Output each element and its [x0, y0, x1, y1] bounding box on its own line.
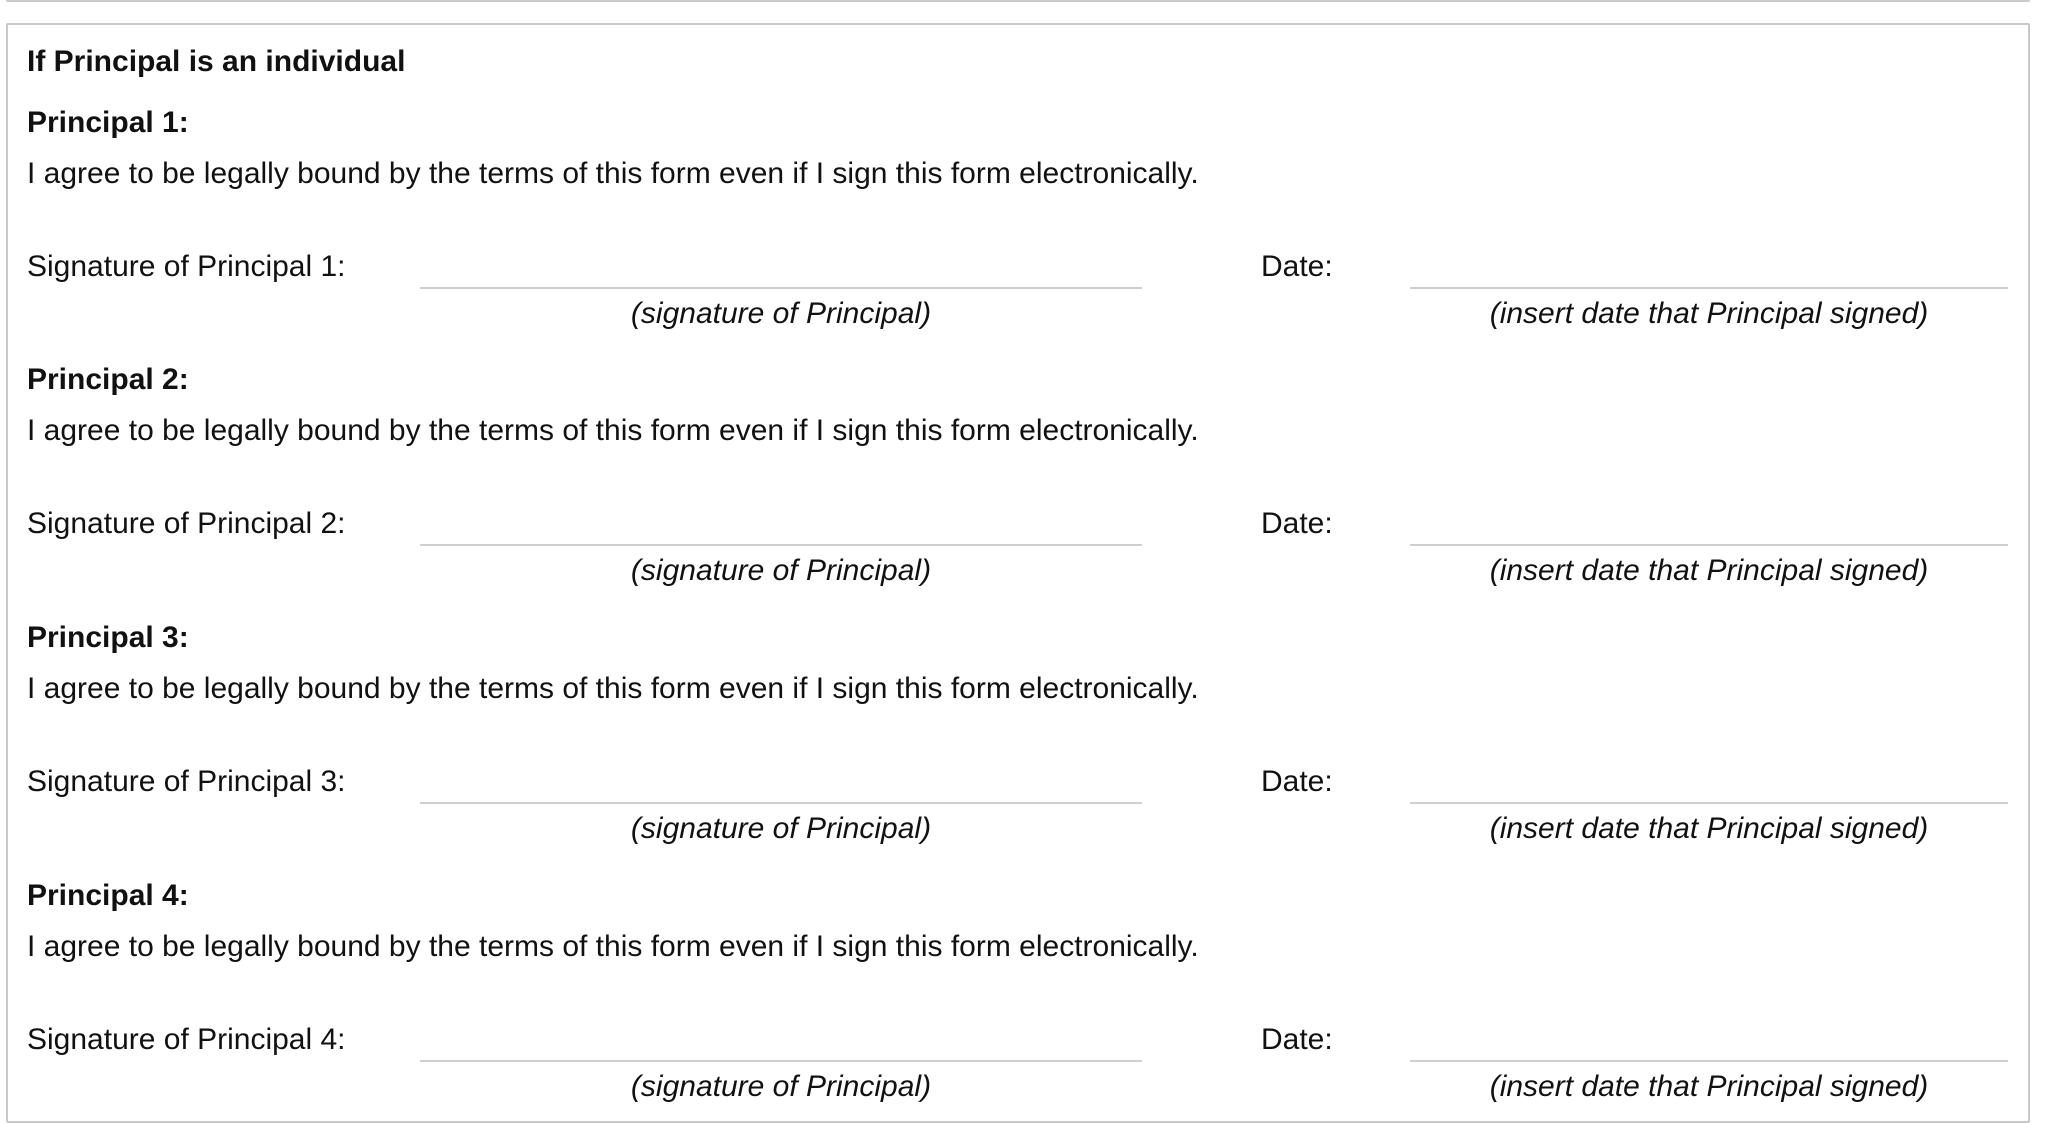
principal-1-signature-label: Signature of Principal 1: — [27, 250, 346, 283]
principal-3-date-caption: (insert date that Principal signed) — [1489, 812, 1929, 845]
principal-1-date-field[interactable] — [1410, 287, 2008, 289]
principal-4-date-caption: (insert date that Principal signed) — [1489, 1070, 1929, 1103]
principal-2-date-label: Date: — [1261, 507, 1333, 540]
previous-section-box — [6, 0, 2030, 2]
principal-4-statement: I agree to be legally bound by the terms of this form even if I sign this form electronically. — [27, 930, 1199, 963]
principal-1-title: Principal 1: — [27, 106, 189, 139]
principal-2-statement: I agree to be legally bound by the terms of this form even if I sign this form electronically. — [27, 414, 1199, 447]
principal-3-signature-label: Signature of Principal 3: — [27, 765, 346, 798]
principal-4-title: Principal 4: — [27, 879, 189, 912]
principal-2-signature-caption: (signature of Principal) — [630, 554, 932, 587]
principal-3-signature-caption: (signature of Principal) — [630, 812, 932, 845]
principal-1-statement: I agree to be legally bound by the terms of this form even if I sign this form electronically. — [27, 157, 1199, 190]
principal-2-section — [8, 363, 2028, 620]
principal-3-signature-field[interactable] — [420, 802, 1142, 804]
principal-4-date-label: Date: — [1261, 1023, 1333, 1056]
principal-3-title: Principal 3: — [27, 621, 189, 654]
principal-1-section — [8, 106, 2028, 363]
principal-4-section — [8, 879, 2028, 1123]
principal-2-date-caption: (insert date that Principal signed) — [1489, 554, 1929, 587]
principal-3-date-label: Date: — [1261, 765, 1333, 798]
principal-1-signature-field[interactable] — [420, 287, 1142, 289]
principal-3-statement: I agree to be legally bound by the terms of this form even if I sign this form electronically. — [27, 672, 1199, 705]
principal-1-date-label: Date: — [1261, 250, 1333, 283]
principal-3-date-field[interactable] — [1410, 802, 2008, 804]
principal-2-title: Principal 2: — [27, 363, 189, 396]
principal-3-section — [8, 621, 2028, 878]
principal-2-signature-label: Signature of Principal 2: — [27, 507, 346, 540]
principal-2-date-field[interactable] — [1410, 544, 2008, 546]
individual-principal-panel — [6, 23, 2030, 1123]
principal-4-signature-field[interactable] — [420, 1060, 1142, 1062]
principal-4-date-field[interactable] — [1410, 1060, 2008, 1062]
section-heading: If Principal is an individual — [27, 45, 406, 78]
principal-1-date-caption: (insert date that Principal signed) — [1489, 297, 1929, 330]
principal-4-signature-label: Signature of Principal 4: — [27, 1023, 346, 1056]
principal-4-signature-caption: (signature of Principal) — [630, 1070, 932, 1103]
principal-1-signature-caption: (signature of Principal) — [630, 297, 932, 330]
principal-2-signature-field[interactable] — [420, 544, 1142, 546]
